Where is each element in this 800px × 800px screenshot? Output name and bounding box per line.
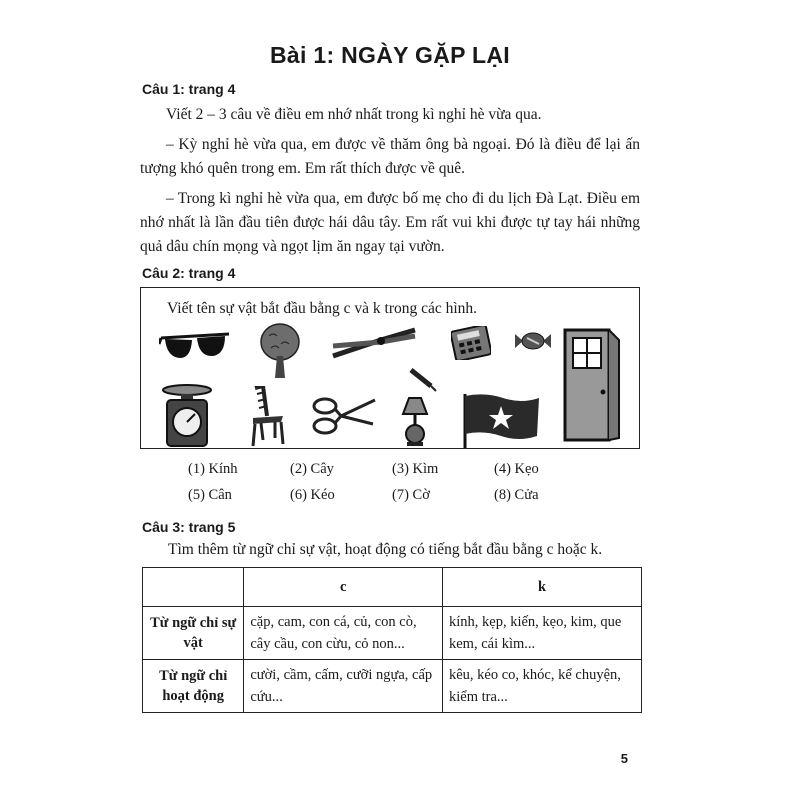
candy-icon — [513, 330, 553, 352]
picture-box — [140, 287, 640, 449]
answer-item: (7) Cờ — [392, 487, 430, 503]
tree-icon — [259, 322, 301, 378]
word-table — [142, 567, 642, 713]
table-header-empty — [143, 568, 244, 607]
scale-icon — [161, 384, 213, 448]
calculator-icon — [451, 326, 491, 360]
table-row — [143, 607, 642, 660]
flag-icon — [461, 392, 541, 448]
question-2-heading: Câu 2: trang 4 — [142, 265, 236, 281]
door-icon — [561, 326, 623, 444]
glasses-icon — [159, 330, 231, 364]
table-cell: cặp, cam, con cá, củ, con cò, cây cầu, con cừu, cỏ non... — [244, 607, 443, 660]
question-1-answer-2: – Trong kì nghỉ hè vừa qua, em được bố mẹ cho đi du lịch Đà Lạt. Điều em nhớ nhất là lần đầu tiên được hái dâu tây. Em rất vui khi được tự tay hái những quả dâu chín mọng và ngọt lịm ăn ngay tại vườn. — [140, 190, 640, 255]
table-row — [143, 660, 642, 713]
question-2-instruction: Viết tên sự vật bắt đầu bằng c và k trong các hình. — [167, 300, 478, 317]
row-label: Từ ngữ chỉ hoạt động — [143, 660, 244, 713]
table-header-row — [143, 568, 642, 607]
question-2-answers — [140, 459, 640, 515]
answer-item: (1) Kính — [188, 461, 238, 477]
table-cell: kêu, kéo co, khóc, kể chuyện, kiểm tra... — [442, 660, 641, 713]
lesson-title: Bài 1: NGÀY GẶP LẠI — [269, 42, 510, 68]
pen-icon — [409, 368, 437, 392]
table-header-c: c — [244, 568, 443, 607]
question-1-heading: Câu 1: trang 4 — [142, 81, 236, 97]
answer-item: (2) Cây — [290, 461, 334, 477]
answer-item: (3) Kìm — [392, 461, 439, 477]
question-1-prompt: Viết 2 – 3 câu về điều em nhớ nhất trong kì nghỉ hè vừa qua. — [166, 106, 542, 123]
table-header-k: k — [442, 568, 641, 607]
answer-item: (6) Kéo — [290, 487, 335, 503]
question-1-answer-1: – Kỳ nghỉ hè vừa qua, em được về thăm ông bà ngoại. Đó là điều để lại ấn tượng khó quên trong em. Em rất thích được về quê. — [140, 136, 640, 177]
page-number: 5 — [620, 751, 628, 766]
answer-item: (5) Cân — [188, 487, 232, 503]
table-cell: cười, cầm, cấm, cưỡi ngựa, cấp cứu... — [244, 660, 443, 713]
workbook-page — [140, 30, 640, 770]
table-cell: kính, kẹp, kiến, kẹo, kim, que kem, cái kìm... — [442, 607, 641, 660]
chair-icon — [247, 386, 287, 448]
answer-item: (8) Cửa — [494, 487, 539, 503]
scissors-icon — [311, 396, 377, 436]
answer-item: (4) Kẹo — [494, 461, 539, 477]
lamp-icon — [397, 396, 433, 448]
question-3-instruction: Tìm thêm từ ngữ chỉ sự vật, hoạt động có tiếng bắt đầu bằng c hoặc k. — [168, 541, 603, 558]
question-3-heading: Câu 3: trang 5 — [142, 519, 236, 535]
pliers-icon — [331, 326, 417, 360]
row-label: Từ ngữ chỉ sự vật — [143, 607, 244, 660]
